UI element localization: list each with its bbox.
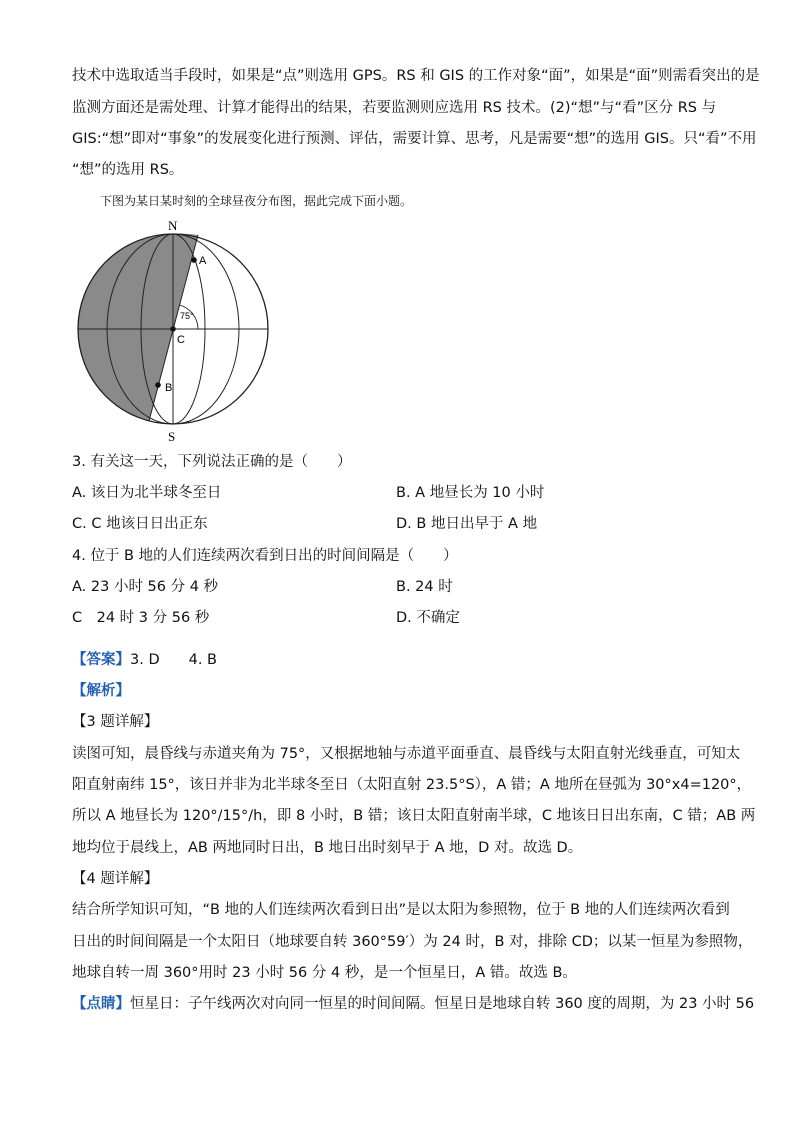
analysis-heading	[72, 681, 130, 701]
note-text: 恒星日：子午线两次对向同一恒星的时间间隔。恒星日是地球自转 360 度的周期，为 23 小时 56	[130, 996, 755, 1012]
q4-stem: 4. 位于 B 地的人们连续两次看到日出的时间间隔是（ ）	[72, 548, 458, 564]
note-line	[72, 994, 754, 1014]
q4-option-b[interactable]: B. 24 时	[396, 579, 453, 595]
paragraph-line-1: 技术中选取适当手段时，如果是“点”则选用 GPS。RS 和 GIS 的工作对象“面”，如果是“面”则需看突出的是	[72, 68, 760, 84]
d4-line-1: 结合所学知识可知，“B 地的人们连续两次看到日出”是以太阳为参照物，位于 B 地的人们连续两次看到	[72, 902, 730, 918]
label-north: N	[168, 218, 178, 233]
d4-heading: 【4 题详解】	[72, 871, 159, 887]
d4-line-2: 日出的时间间隔是一个太阳日（地球要自转 360°59′）为 24 时，B 对，排除 CD；以某一恒星为参照物，	[72, 934, 753, 950]
paragraph-line-3: GIS:“想”即对“事象”的发展变化进行预测、评估，需要计算、思考，凡是需要“想”的选用 GIS。只“看”不用	[72, 131, 757, 147]
day-night-globe-figure	[72, 216, 282, 448]
point-a	[191, 257, 197, 263]
paragraph-line-2: 监测方面还是需处理、计算才能得出的结果，若要监测则应选用 RS 技术。(2)“想”与“看”区分 RS 与	[72, 100, 717, 116]
note-tag: 【点睛】	[72, 996, 130, 1012]
d3-line-3: 所以 A 地昼长为 120°/15°/h，即 8 小时，B 错；该日太阳直射南半球，C 地该日日出东南，C 错；AB 两	[72, 808, 756, 824]
label-b: B	[165, 382, 173, 394]
d4-line-3: 地球自转一周 360°用时 23 小时 56 分 4 秒，是一个恒星日，A 错。故选 B。	[72, 965, 577, 981]
answer-text: 3. D 4. B	[130, 652, 217, 668]
q3-option-b[interactable]: B. A 地昼长为 10 小时	[396, 485, 545, 501]
d3-line-2: 阳直射南纬 15°，该日并非为北半球冬至日（太阳直射 23.5°S），A 错；A 地所在昼弧为 30°x4=120°，	[72, 777, 752, 793]
q4-option-d[interactable]: D. 不确定	[396, 610, 460, 626]
label-c: C	[177, 334, 185, 346]
figure-intro: 下图为某日某时刻的全球昼夜分布图，据此完成下面小题。	[100, 194, 413, 208]
label-south: S	[168, 429, 176, 444]
label-a: A	[199, 255, 207, 267]
paragraph-line-4: “想”的选用 RS。	[72, 162, 184, 178]
q3-stem: 3. 有关这一天，下列说法正确的是（ ）	[72, 454, 352, 470]
night-region	[78, 234, 198, 421]
point-b	[155, 382, 161, 388]
q3-option-a[interactable]: A. 该日为北半球冬至日	[72, 485, 222, 501]
point-c	[170, 326, 176, 332]
label-angle: 75°	[180, 311, 194, 321]
q4-option-c[interactable]: C 24 时 3 分 56 秒	[72, 610, 210, 626]
answer-tag: 【答案】	[72, 652, 130, 668]
q4-option-a[interactable]: A. 23 小时 56 分 4 秒	[72, 579, 219, 595]
q3-option-c[interactable]: C. C 地该日日出正东	[72, 516, 208, 532]
q3-option-d[interactable]: D. B 地日出早于 A 地	[396, 516, 538, 532]
d3-line-4: 地均位于晨线上，AB 两地同时日出，B 地日出时刻早于 A 地，D 对。故选 D。	[72, 840, 583, 856]
analysis-tag: 【解析】	[72, 683, 130, 699]
d3-heading: 【3 题详解】	[72, 714, 159, 730]
d3-line-1: 读图可知，晨昏线与赤道夹角为 75°，又根据地轴与赤道平面垂直、晨昏线与太阳直射光线垂直，可知太	[72, 746, 741, 762]
answer-line	[72, 650, 217, 670]
